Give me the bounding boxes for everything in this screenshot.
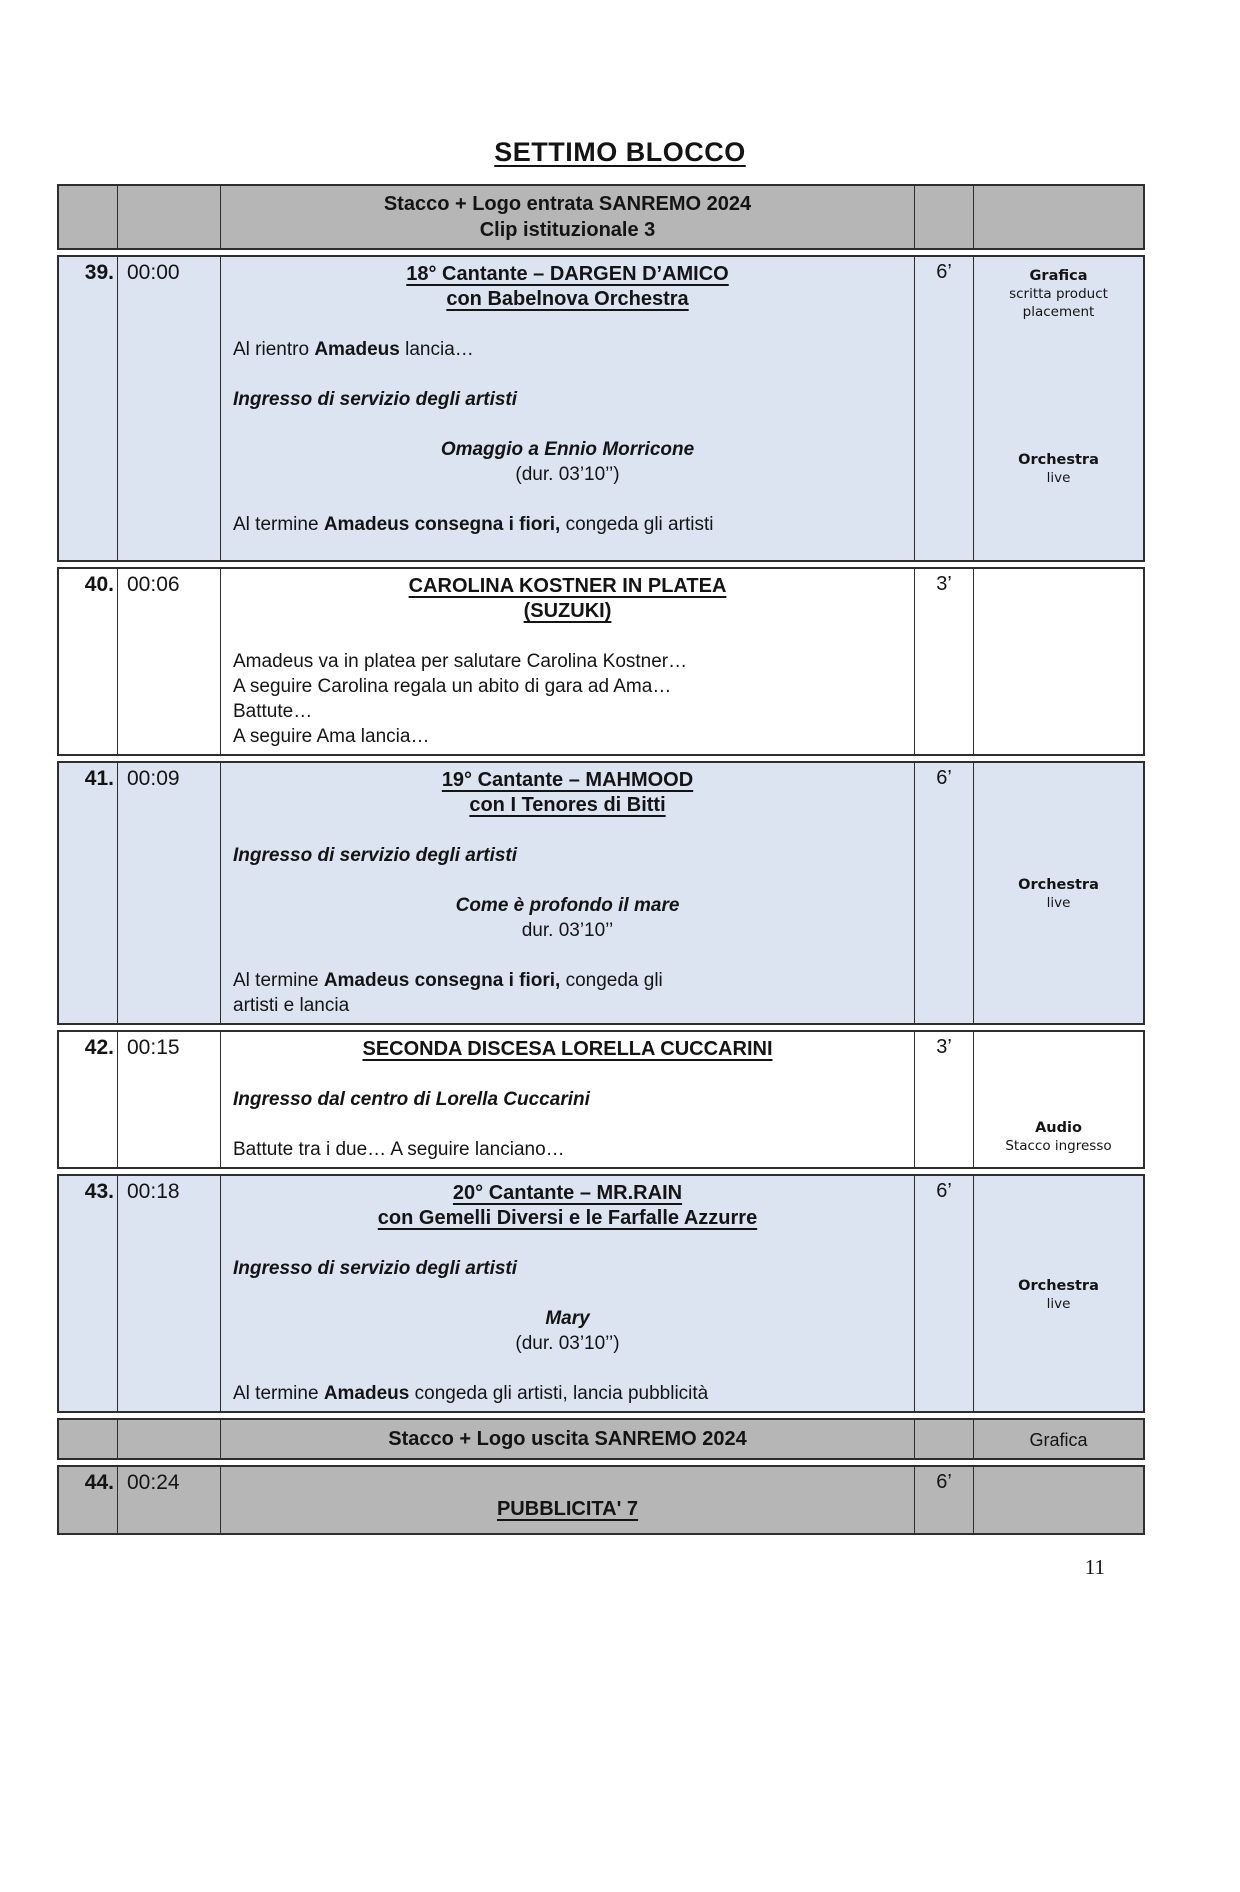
duration-cell <box>914 1420 973 1458</box>
duration-cell <box>914 1467 973 1533</box>
description-paragraph <box>233 624 902 649</box>
text-segment: Al termine <box>233 1383 324 1404</box>
note-line: live <box>1046 470 1071 486</box>
notes-cell <box>973 1176 1143 1411</box>
note-line: scritta product <box>1009 286 1108 302</box>
text-segment: 18° Cantante – DARGEN D’AMICO <box>406 263 729 285</box>
text-segment: Al termine <box>233 514 324 535</box>
row-duration: 6’ <box>936 1471 952 1493</box>
row-time: 00:09 <box>127 767 180 790</box>
description-paragraph <box>233 1137 902 1162</box>
row-number: 43. <box>84 1180 114 1203</box>
notes-cell <box>973 1032 1143 1167</box>
row-description <box>233 574 902 749</box>
duration-cell <box>914 257 973 560</box>
row-number: 42. <box>84 1036 114 1059</box>
row-number: 39. <box>84 261 114 284</box>
description-paragraph <box>233 1281 902 1306</box>
notes-cell <box>973 763 1143 1023</box>
description-paragraph <box>233 337 902 362</box>
description-paragraph <box>233 1472 902 1497</box>
description-paragraph <box>233 893 902 918</box>
description-paragraph <box>233 1331 902 1356</box>
text-segment: dur. 03’10’’ <box>521 920 614 941</box>
row-number-cell <box>59 569 117 754</box>
text-segment: con Babelnova Orchestra <box>446 288 689 310</box>
text-segment: (dur. 03’10’’) <box>515 464 620 485</box>
rundown-row <box>57 761 1145 1025</box>
time-cell <box>117 1467 220 1533</box>
row-number-cell <box>59 1420 117 1458</box>
text-segment: Clip istituzionale 3 <box>479 219 656 241</box>
row-duration: 3’ <box>936 1036 952 1058</box>
description-paragraph <box>233 1426 902 1452</box>
rundown-row <box>57 184 1145 250</box>
row-number: 41. <box>84 767 114 790</box>
duration-cell <box>914 763 973 1023</box>
text-segment: Ingresso di servizio degli artisti <box>233 389 518 410</box>
row-time: 00:00 <box>127 261 180 284</box>
time-cell <box>117 1420 220 1458</box>
description-paragraph <box>233 412 902 437</box>
description-paragraph <box>233 1256 902 1281</box>
note-group <box>1029 1430 1087 1450</box>
text-segment: Amadeus consegna i fiori, <box>323 970 561 991</box>
description-paragraph <box>233 1037 902 1062</box>
description-paragraph <box>233 674 902 699</box>
description-paragraph <box>233 437 902 462</box>
time-cell <box>117 569 220 754</box>
duration-cell <box>914 569 973 754</box>
note-line: Orchestra <box>1018 1277 1099 1294</box>
rundown-row <box>57 567 1145 756</box>
row-time: 00:15 <box>127 1036 180 1059</box>
text-segment: Come è profondo il mare <box>455 895 680 916</box>
text-segment: CAROLINA KOSTNER IN PLATEA <box>408 575 727 597</box>
description-paragraph <box>233 1306 902 1331</box>
rundown-row <box>57 1465 1145 1535</box>
row-number-cell <box>59 763 117 1023</box>
notes-cell <box>973 569 1143 754</box>
note-line: live <box>1046 1295 1071 1312</box>
duration-cell <box>914 1176 973 1411</box>
row-duration: 6’ <box>936 261 952 283</box>
text-segment: Amadeus <box>323 1383 410 1404</box>
description-cell <box>220 569 914 754</box>
duration-cell <box>914 186 973 248</box>
description-paragraph <box>233 1381 902 1406</box>
text-segment: con I Tenores di Bitti <box>469 794 666 816</box>
description-paragraph <box>233 1181 902 1206</box>
note-line: Orchestra <box>1018 877 1099 893</box>
description-paragraph <box>233 512 902 537</box>
notes-cell <box>973 1420 1143 1458</box>
description-paragraph <box>233 968 902 993</box>
text-segment: 20° Cantante – MR.RAIN <box>452 1182 683 1204</box>
row-duration: 6’ <box>936 1180 952 1202</box>
description-paragraph <box>233 487 902 512</box>
description-paragraph <box>233 217 902 243</box>
description-paragraph <box>233 1087 902 1112</box>
row-number: 44. <box>84 1471 114 1494</box>
description-paragraph <box>233 1112 902 1137</box>
time-cell <box>117 763 220 1023</box>
note-group <box>978 876 1139 912</box>
page-number: 11 <box>1084 1555 1105 1579</box>
row-number-cell <box>59 1467 117 1533</box>
note-group <box>978 451 1139 487</box>
rundown-row <box>57 1418 1145 1460</box>
rundown-row <box>57 1174 1145 1413</box>
note-group <box>978 1119 1139 1159</box>
note-line: live <box>1046 895 1071 911</box>
note-line: Grafica <box>1029 268 1088 284</box>
description-paragraph <box>233 574 902 599</box>
text-segment: Al termine <box>233 970 324 991</box>
description-paragraph <box>233 943 902 968</box>
note-line: placement <box>1022 304 1095 320</box>
text-segment: Al rientro <box>233 339 315 360</box>
text-segment: SECONDA DISCESA LORELLA CUCCARINI <box>362 1038 773 1060</box>
row-number-cell <box>59 1032 117 1167</box>
text-segment: Stacco + Logo uscita SANREMO 2024 <box>388 1428 747 1450</box>
notes-cell <box>973 186 1143 248</box>
description-cell <box>220 763 914 1023</box>
description-paragraph <box>233 818 902 843</box>
description-paragraph <box>233 462 902 487</box>
time-cell <box>117 1176 220 1411</box>
description-cell <box>220 1420 914 1458</box>
duration-cell <box>914 1032 973 1167</box>
note-line: Stacco ingresso <box>1005 1138 1112 1154</box>
description-paragraph <box>233 1062 902 1087</box>
row-time: 00:24 <box>127 1471 180 1494</box>
rundown-row <box>57 1030 1145 1169</box>
text-segment: Ingresso dal centro di Lorella Cuccarini <box>233 1089 590 1110</box>
page-title: SETTIMO BLOCCO <box>494 137 746 167</box>
text-segment: (SUZUKI) <box>523 600 612 622</box>
description-paragraph <box>233 362 902 387</box>
description-paragraph <box>233 312 902 337</box>
text-segment: Ingresso di servizio degli artisti <box>233 1258 518 1279</box>
time-cell <box>117 186 220 248</box>
text-segment: congeda gli artisti <box>560 514 714 535</box>
description-paragraph <box>233 699 902 724</box>
text-segment: (dur. 03’10’’) <box>515 1333 620 1354</box>
row-description <box>233 1472 902 1522</box>
description-cell <box>220 1176 914 1411</box>
row-number-cell <box>59 186 117 248</box>
description-paragraph <box>233 724 902 749</box>
description-paragraph <box>233 1497 902 1522</box>
description-paragraph <box>233 793 902 818</box>
description-cell <box>220 1032 914 1167</box>
row-description <box>233 1037 902 1162</box>
text-segment: congeda gli artisti, lancia pubblicità <box>409 1383 709 1404</box>
row-description <box>233 768 902 1018</box>
note-line: Grafica <box>1029 1430 1088 1450</box>
text-segment: artisti e lancia <box>233 995 350 1016</box>
description-paragraph <box>233 843 902 868</box>
rundown-table <box>57 184 1145 1535</box>
description-paragraph <box>233 868 902 893</box>
text-segment: Amadeus <box>314 339 400 360</box>
text-segment: congeda gli <box>560 970 663 991</box>
description-paragraph <box>233 1356 902 1381</box>
row-time: 00:18 <box>127 1180 180 1203</box>
description-paragraph <box>233 599 902 624</box>
description-paragraph <box>233 191 902 217</box>
description-paragraph <box>233 993 902 1018</box>
note-group <box>978 1277 1139 1313</box>
text-segment: Ingresso di servizio degli artisti <box>233 845 518 866</box>
row-description <box>233 1181 902 1406</box>
description-paragraph <box>233 287 902 312</box>
row-duration: 6’ <box>936 767 952 789</box>
note-line: Orchestra <box>1018 452 1099 468</box>
text-segment: A seguire Carolina regala un abito di gara ad Ama… <box>233 676 672 697</box>
time-cell <box>117 1032 220 1167</box>
time-cell <box>117 257 220 560</box>
text-segment: A seguire Ama lancia… <box>233 726 430 747</box>
row-number: 40. <box>84 573 114 596</box>
text-segment: Stacco + Logo entrata SANREMO 2024 <box>383 193 752 215</box>
row-number-cell <box>59 1176 117 1411</box>
rundown-row <box>57 255 1145 562</box>
note-line: Audio <box>1035 1120 1082 1136</box>
text-segment: Battute… <box>233 701 313 722</box>
text-segment: PUBBLICITA' 7 <box>496 1498 639 1520</box>
row-description <box>233 262 902 537</box>
description-cell <box>220 186 914 248</box>
row-time: 00:06 <box>127 573 180 596</box>
description-cell <box>220 257 914 560</box>
text-segment: Mary <box>545 1308 590 1329</box>
description-paragraph <box>233 768 902 793</box>
text-segment: Amadeus va in platea per salutare Carolina Kostner… <box>233 651 688 672</box>
description-paragraph <box>233 387 902 412</box>
row-duration: 3’ <box>936 573 952 595</box>
row-description <box>233 191 902 243</box>
description-paragraph <box>233 918 902 943</box>
description-paragraph <box>233 649 902 674</box>
text-segment: Amadeus consegna i fiori, <box>323 514 561 535</box>
text-segment: con Gemelli Diversi e le Farfalle Azzurre <box>377 1207 758 1229</box>
description-paragraph <box>233 1231 902 1256</box>
text-segment: Omaggio a Ennio Morricone <box>440 439 695 460</box>
text-segment: lancia… <box>399 339 474 360</box>
description-paragraph <box>233 1206 902 1231</box>
notes-cell <box>973 1467 1143 1533</box>
text-segment: 19° Cantante – MAHMOOD <box>441 769 694 791</box>
description-cell <box>220 1467 914 1533</box>
notes-cell <box>973 257 1143 560</box>
text-segment: Battute tra i due… A seguire lanciano… <box>233 1139 565 1160</box>
description-paragraph <box>233 262 902 287</box>
note-group <box>978 267 1139 321</box>
row-description <box>233 1426 902 1452</box>
row-number-cell <box>59 257 117 560</box>
